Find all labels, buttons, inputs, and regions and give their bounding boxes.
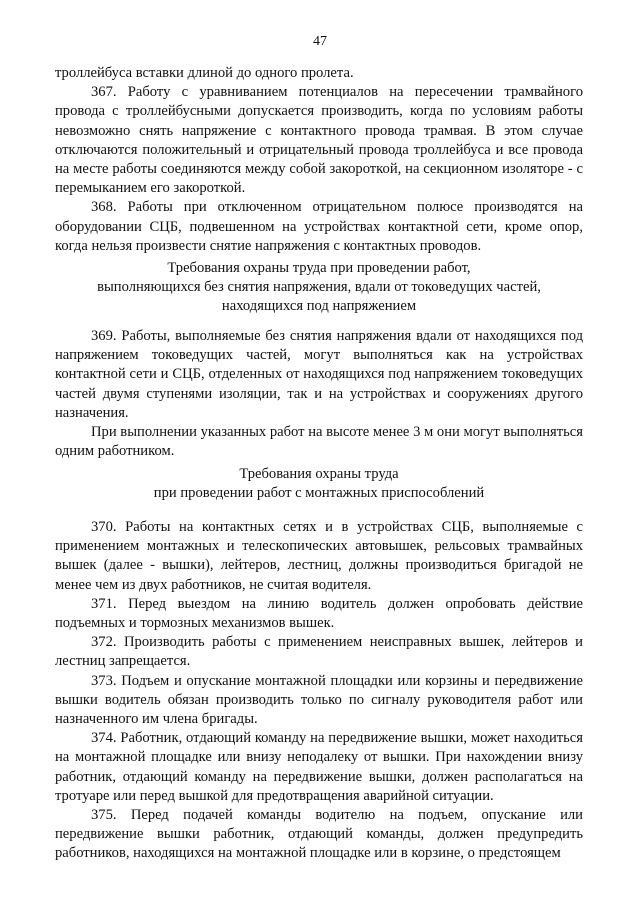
heading-line: Требования охраны труда [239, 466, 399, 482]
text-block-2 [55, 327, 583, 461]
paragraph-374: 374. Работник, отдающий команду на передвижение вышки, может находиться на монтажной площадке или внизу неподалеку от вышки. При нахождении внизу работник, отдающий команду на передвижение вышки, должен располагаться на тротуаре или перед вышкой для предотвращения аварийной ситуации. [55, 730, 583, 804]
paragraph-372: 372. Производить работы с применением неисправных вышек, лейтеров и лестниц запрещается. [55, 634, 583, 670]
heading-line: находящихся под напряжением [221, 298, 417, 315]
heading-line: при проведении работ с монтажных приспособлений [153, 485, 485, 502]
paragraph-369: 369. Работы, выполняемые без снятия напряжения вдали от находящихся под напряжением токоведущих частей, могут выполняться как на устройствах контактной сети и СЦБ, отделенных от находящихся под напряжением токоведущих частей двумя ступенями изоляции, так и на устройствах и сооружениях другого назначения. [55, 328, 583, 421]
heading-line: выполняющихся без снятия напряжения, вдали от токоведущих частей, [97, 279, 541, 296]
paragraph-371: 371. Перед выездом на линию водитель должен опробовать действие подъемных и тормозных механизмов вышек. [55, 595, 583, 632]
section-heading-2 [55, 465, 583, 503]
heading-line: Требования охраны труда при проведении работ, [167, 260, 471, 276]
paragraph: троллейбуса вставки длиной до одного пролета. [55, 65, 354, 81]
page-number: 47 [313, 34, 327, 49]
section-heading-1 [55, 259, 583, 317]
paragraph-367: 367. Работу с уравниванием потенциалов на пересечении трамвайного провода с троллейбусными допускается производить, когда по условиям работы невозможно снять напряжение с контактного провода трамвая. В этом случае отключаются положительный и отрицательный провода троллейбуса и все провода на месте работы соединяются между собой закороткой, на секционном изоляторе - с перемыканием его закороткой. [55, 84, 583, 197]
paragraph-370: 370. Работы на контактных сетях и в устройствах СЦБ, выполняемые с применением монтажных и телескопических автовышек, рельсовых трамвайных вышек (далее - вышки), лейтеров, лестниц, должны производиться бригадой не менее чем из двух работников, не считая водителя. [55, 519, 583, 593]
text-block-3 [55, 518, 583, 864]
paragraph-368: 368. Работы при отключенном отрицательном полюсе производятся на оборудовании СЦБ, подвешенном на устройствах контактной сети, кроме опор, когда нельзя произвести снятие напряжения с контактных проводов. [55, 199, 583, 254]
text-block-1 [55, 64, 583, 256]
paragraph: При выполнении указанных работ на высоте менее 3 м они могут выполняться одним работником. [55, 424, 583, 460]
paragraph-375: 375. Перед подачей команды водителю на подъем, опускание или передвижение вышки работник, отдающий команды, должен предупредить работников, находящихся на монтажной площадке или в корзине, о предстоящем [55, 807, 583, 862]
paragraph-373: 373. Подъем и опускание монтажной площадки или корзины и передвижение вышки водитель обязан производить только по сигналу руководителя работ или назначенного им члена бригады. [55, 672, 583, 728]
